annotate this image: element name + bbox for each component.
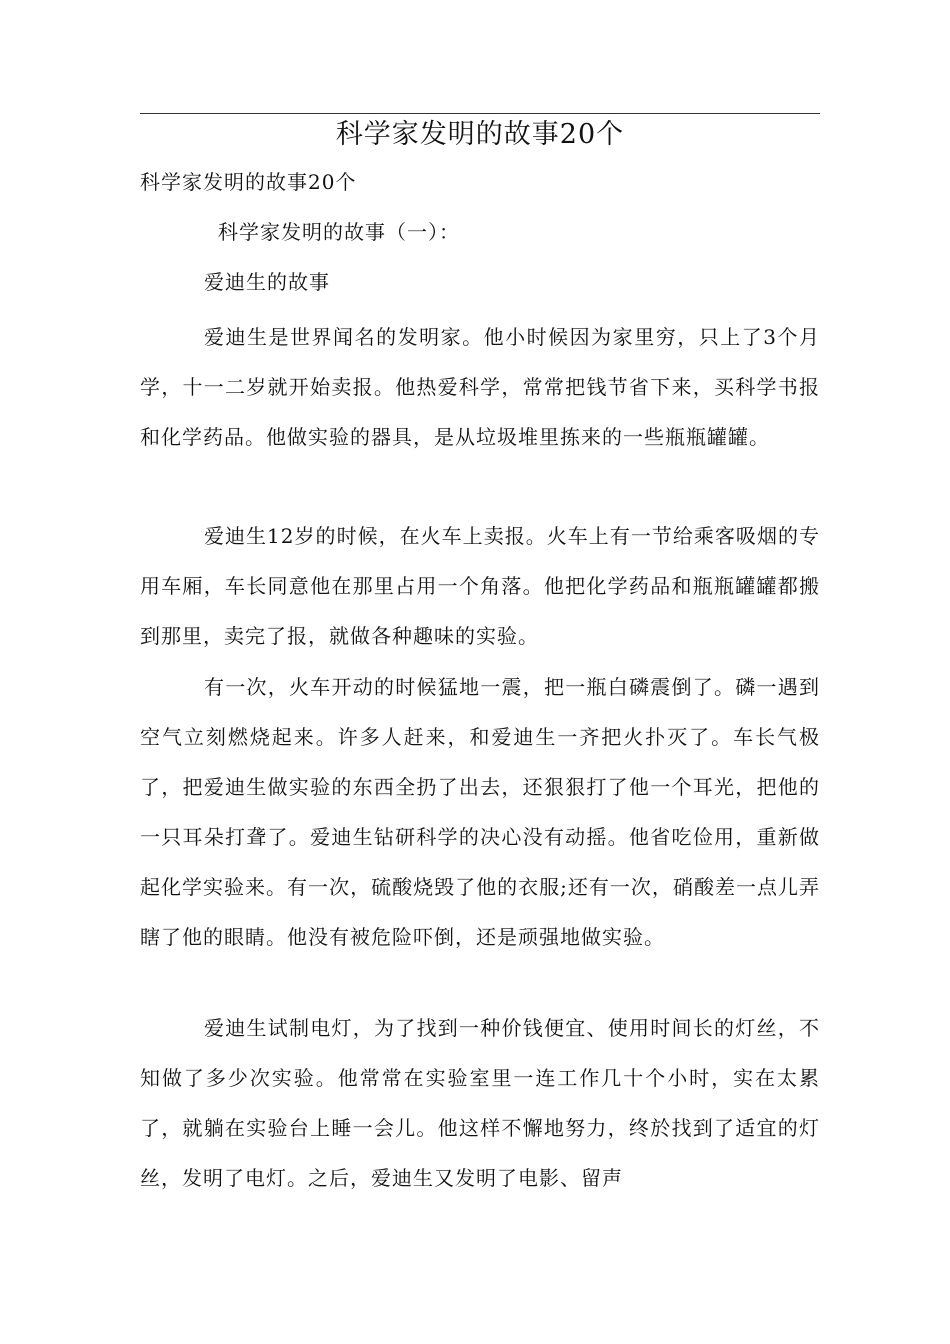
header-rule [140,113,820,114]
paragraph: 有一次，火车开动的时候猛地一震，把一瓶白磷震倒了。磷一遇到空气立刻燃烧起来。许多人赶来，和爱迪生一齐把火扑灭了。车长气极了，把爱迪生做实验的东西全扔了出去，还狠狠打了他一个耳光，把他的一只耳朵打聋了。爱迪生钻研科学的决心没有动摇。他省吃俭用，重新做起化学实验来。有一次，硫酸烧毁了他的衣服;还有一次，硝酸差一点儿弄瞎了他的眼睛。他没有被危险吓倒，还是顽强地做实验。 [140,675,820,949]
document-subtitle: 科学家发明的故事20个 [140,170,357,194]
paragraph: 爱迪生试制电灯，为了找到一种价钱便宜、使用时间长的灯丝，不知做了多少次实验。他常常在实验室里一连工作几十个小时，实在太累了，就躺在实验台上睡一会儿。他这样不懈地努力，终於找到了适宜的灯丝，发明了电灯。之后，爱迪生又发明了电影、留声 [140,1016,820,1190]
section-heading: 科学家发明的故事（一）： [218,220,460,244]
paragraph: 爱迪生12岁的时候，在火车上卖报。火车上有一节给乘客吸烟的专用车厢，车长同意他在那里占用一个角落。他把化学药品和瓶瓶罐罐都搬到那里，卖完了报，就做各种趣味的实验。 [140,524,820,648]
story-heading: 爱迪生的故事 [204,270,330,294]
document-title: 科学家发明的故事20个 [335,119,625,150]
paragraph: 爱迪生是世界闻名的发明家。他小时候因为家里穷，只上了3个月学，十一二岁就开始卖报。他热爱科学，常常把钱节省下来，买科学书报和化学药品。他做实验的器具，是从垃圾堆里拣来的一些瓶瓶罐罐。 [140,325,820,449]
